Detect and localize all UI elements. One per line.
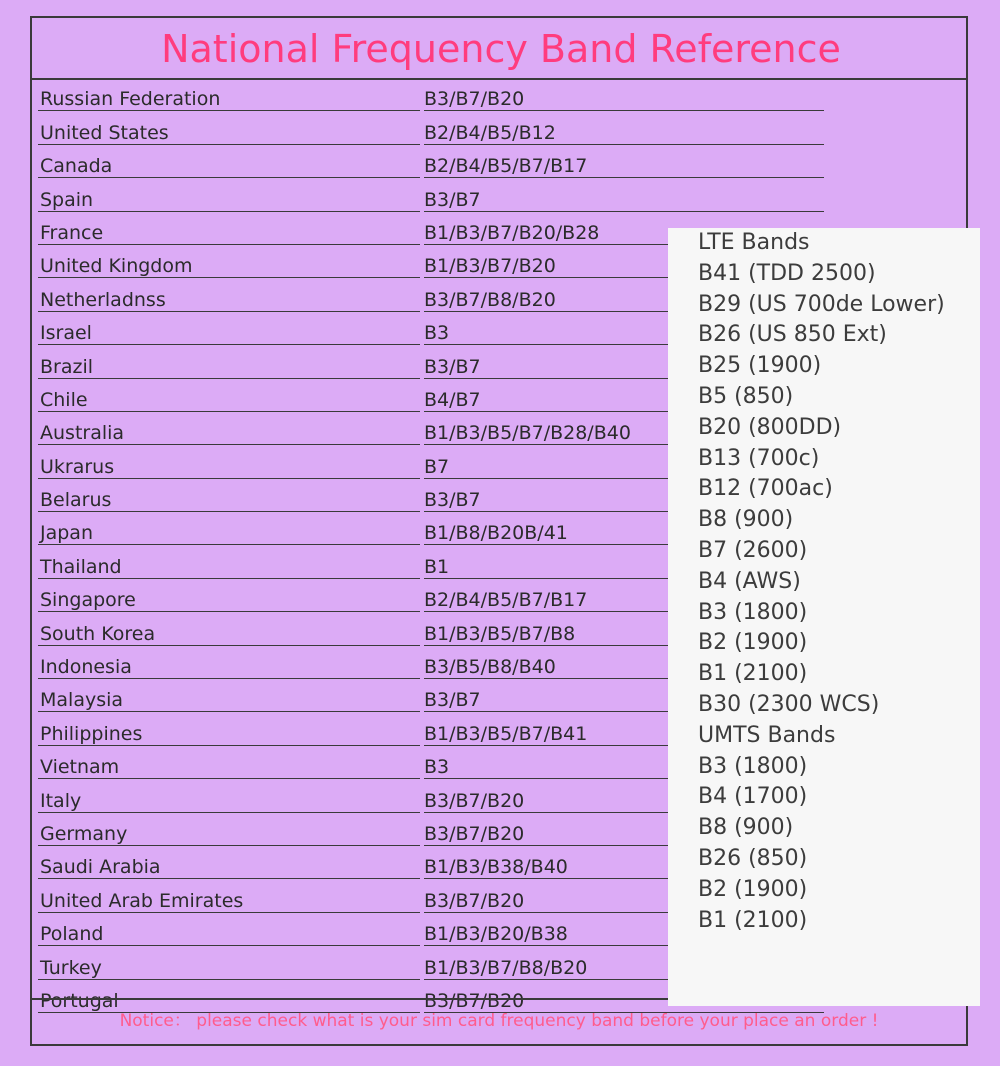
band-list-item: B3 (1800)	[698, 753, 808, 779]
table-row	[32, 147, 966, 180]
band-group-heading: LTE Bands	[698, 230, 810, 255]
bands-cell: B1/B3/B7/B20/B28	[424, 223, 824, 245]
band-list-item: B25 (1900)	[698, 353, 822, 379]
bands-cell: B1/B3/B7/B8/B20	[424, 958, 824, 980]
band-list-item: B12 (700ac)	[698, 476, 833, 502]
country-cell: Vietnam	[38, 757, 420, 779]
table-row	[32, 113, 966, 146]
band-list-item: B29 (US 700de Lower)	[698, 291, 945, 317]
band-list-item: B1 (2100)	[698, 661, 808, 687]
country-cell: Russian Federation	[38, 89, 420, 111]
bands-cell: B2/B4/B5/B7/B17	[424, 156, 824, 178]
band-list-item: B8 (900)	[698, 815, 794, 841]
band-list-item: B5 (850)	[698, 383, 794, 409]
bands-cell: B3/B7/B20	[424, 89, 824, 111]
country-cell: Canada	[38, 156, 420, 178]
country-cell: Ukrarus	[38, 457, 420, 479]
country-cell: United States	[38, 123, 420, 145]
country-cell: South Korea	[38, 624, 420, 646]
band-group-heading: UMTS Bands	[698, 722, 836, 748]
bands-cell: B1/B8/B20B/41	[424, 523, 824, 545]
bands-cell: B3	[424, 757, 824, 779]
bands-cell: B1/B3/B38/B40	[424, 857, 824, 879]
band-list-panel	[668, 228, 980, 1006]
bands-cell: B3/B7/B20	[424, 991, 824, 1013]
page-title: National Frequency Band Reference	[161, 27, 841, 71]
country-cell: Australia	[38, 423, 420, 445]
band-list-item: B26 (850)	[698, 845, 808, 871]
bands-cell: B3/B5/B8/B40	[424, 657, 824, 679]
country-cell: Italy	[38, 791, 420, 813]
bands-cell: B1/B3/B5/B7/B28/B40	[424, 423, 824, 445]
country-cell: Japan	[38, 523, 420, 545]
bands-cell: B3/B7/B8/B20	[424, 290, 824, 312]
country-cell: Singapore	[38, 590, 420, 612]
country-cell: Poland	[38, 924, 420, 946]
band-list-item: B20 (800DD)	[698, 414, 842, 440]
country-cell: Brazil	[38, 357, 420, 379]
bands-cell: B3/B7	[424, 190, 824, 212]
band-list-item: B4 (1700)	[698, 784, 808, 810]
band-list-item: B26 (US 850 Ext)	[698, 322, 887, 348]
bands-cell: B1	[424, 557, 824, 579]
country-cell: Malaysia	[38, 690, 420, 712]
band-list-item: B30 (2300 WCS)	[698, 691, 880, 717]
bands-cell: B3/B7	[424, 357, 824, 379]
bands-cell: B3/B7	[424, 690, 824, 712]
country-cell: United Arab Emirates	[38, 891, 420, 913]
country-cell: Spain	[38, 190, 420, 212]
bands-cell: B3/B7/B20	[424, 824, 824, 846]
country-cell: Philippines	[38, 724, 420, 746]
band-list-item: B2 (1900)	[698, 876, 808, 902]
band-list-item: B7 (2600)	[698, 537, 808, 563]
band-list-item: B3 (1800)	[698, 599, 808, 625]
band-list-item: B41 (TDD 2500)	[698, 260, 876, 286]
band-list	[668, 228, 980, 936]
country-cell: Belarus	[38, 490, 420, 512]
bands-cell: B3/B7/B20	[424, 791, 824, 813]
bands-cell: B3/B7	[424, 490, 824, 512]
country-cell: Turkey	[38, 958, 420, 980]
country-cell: Thailand	[38, 557, 420, 579]
country-cell: Portugal	[38, 991, 420, 1013]
country-cell: Chile	[38, 390, 420, 412]
bands-cell: B1/B3/B20/B38	[424, 924, 824, 946]
table-row	[32, 180, 966, 213]
country-cell: Israel	[38, 323, 420, 345]
bands-cell: B2/B4/B5/B7/B17	[424, 590, 824, 612]
band-list-item: B1 (2100)	[698, 907, 808, 933]
country-cell: Netherladnss	[38, 290, 420, 312]
bands-cell: B7	[424, 457, 824, 479]
country-cell: Saudi Arabia	[38, 857, 420, 879]
country-cell: France	[38, 223, 420, 245]
band-list-item: B4 (AWS)	[698, 568, 801, 594]
notice-text: Notice： please check what is your sim card frequency band before your place an order !	[119, 1011, 879, 1031]
bands-cell: B4/B7	[424, 390, 824, 412]
country-cell: Germany	[38, 824, 420, 846]
bands-cell: B3	[424, 323, 824, 345]
table-row	[32, 80, 966, 113]
bands-cell: B2/B4/B5/B12	[424, 123, 824, 145]
band-list-item: B13 (700c)	[698, 445, 820, 471]
country-cell: Indonesia	[38, 657, 420, 679]
bands-cell: B3/B7/B20	[424, 891, 824, 913]
country-cell: United Kingdom	[38, 256, 420, 278]
bands-cell: B1/B3/B5/B7/B8	[424, 624, 824, 646]
bands-cell: B1/B3/B5/B7/B41	[424, 724, 824, 746]
band-list-item: B2 (1900)	[698, 630, 808, 656]
bands-cell: B1/B3/B7/B20	[424, 256, 824, 278]
band-list-item: B8 (900)	[698, 507, 794, 533]
